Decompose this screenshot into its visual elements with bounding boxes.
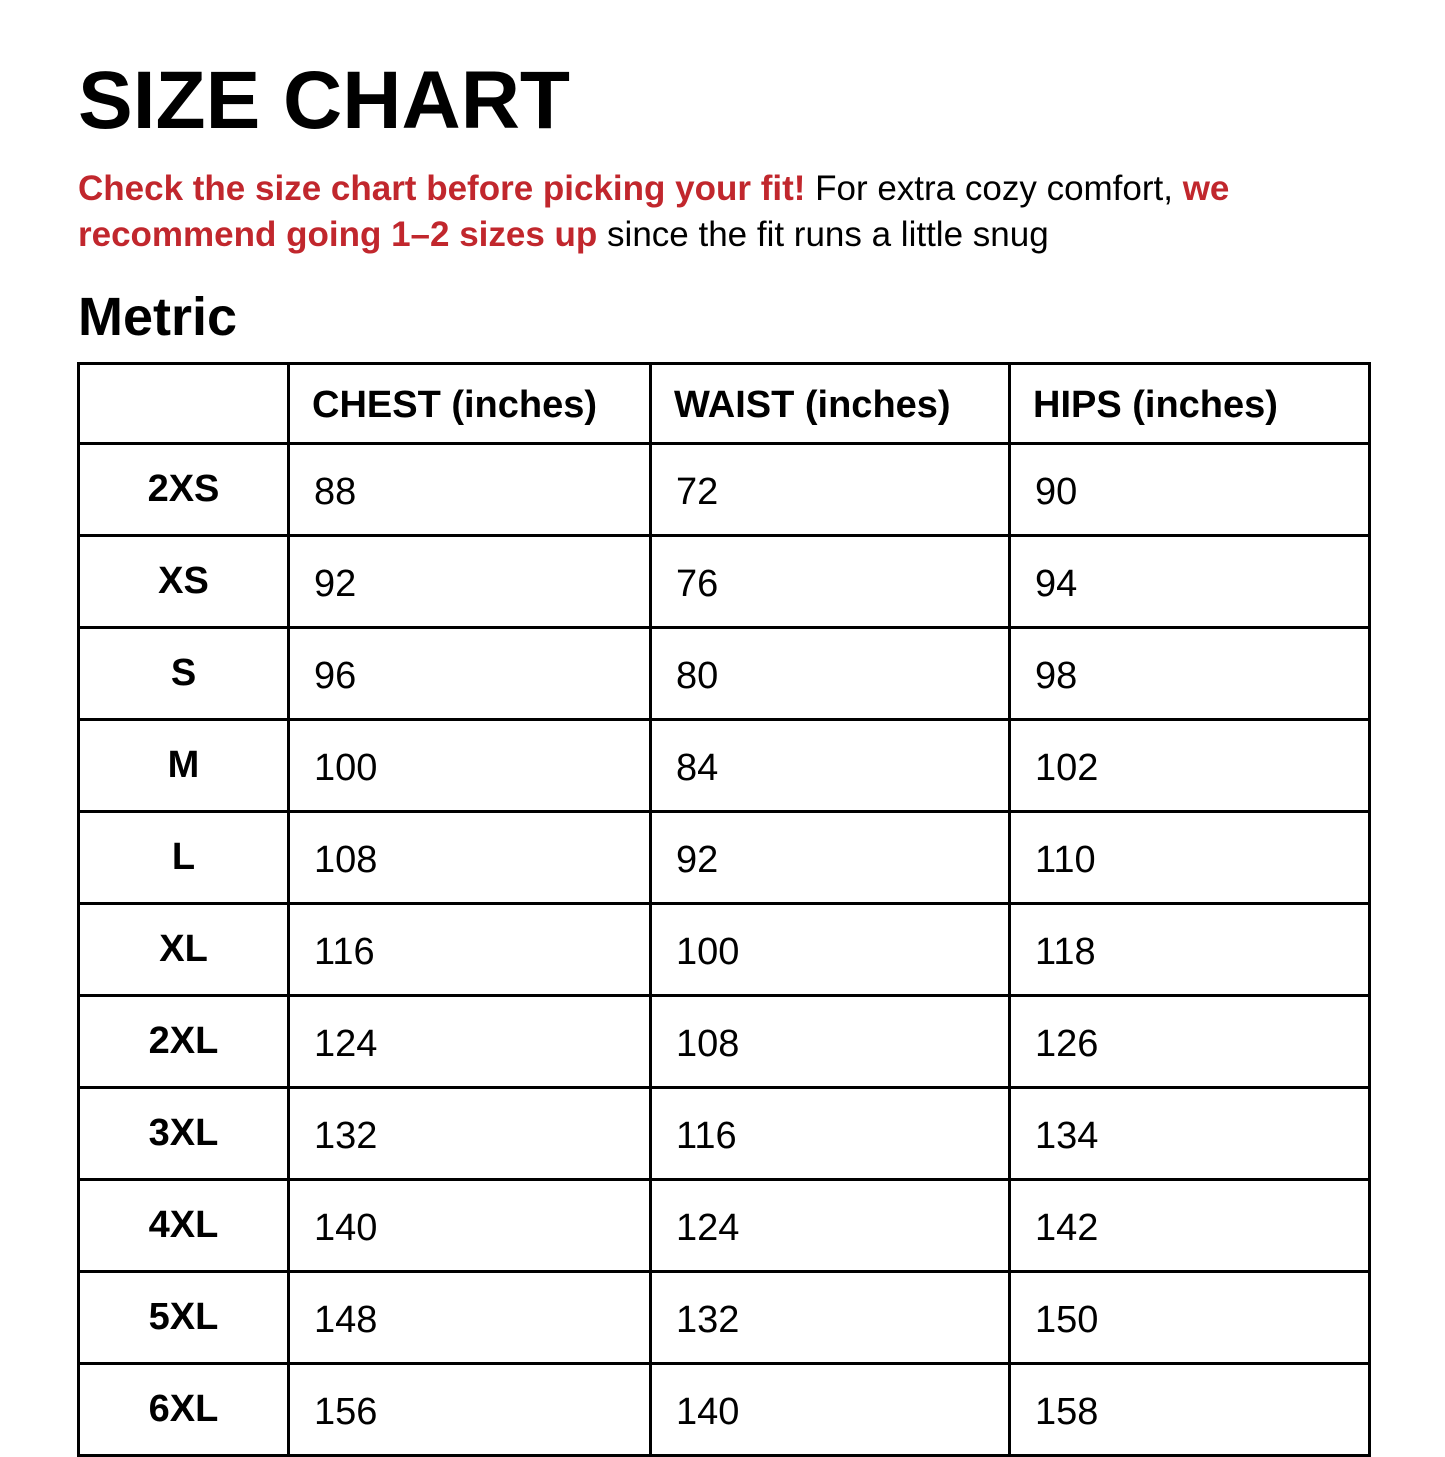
table-row (79, 1088, 1370, 1180)
hips-cell: 98 (1010, 628, 1370, 720)
intro-plain-comfort: For extra cozy comfort, (805, 169, 1183, 208)
table-row (79, 904, 1370, 996)
header-hips: HIPS (inches) (1010, 364, 1370, 444)
hips-cell: 90 (1010, 444, 1370, 536)
table-row (79, 1364, 1370, 1456)
chest-cell: 148 (289, 1272, 651, 1364)
chest-cell: 108 (289, 812, 651, 904)
section-title-metric: Metric (78, 287, 238, 347)
size-table (77, 362, 1371, 1457)
chest-cell: 96 (289, 628, 651, 720)
header-size (79, 364, 289, 444)
table-row (79, 1272, 1370, 1364)
header-waist: WAIST (inches) (651, 364, 1010, 444)
size-cell: L (79, 812, 289, 904)
chest-cell: 100 (289, 720, 651, 812)
intro-text (78, 166, 1378, 258)
chest-cell: 88 (289, 444, 651, 536)
waist-cell: 116 (651, 1088, 1010, 1180)
table-row (79, 628, 1370, 720)
table-row (79, 812, 1370, 904)
size-cell: 2XL (79, 996, 289, 1088)
waist-cell: 108 (651, 996, 1010, 1088)
hips-cell: 110 (1010, 812, 1370, 904)
waist-cell: 80 (651, 628, 1010, 720)
hips-cell: 94 (1010, 536, 1370, 628)
intro-highlight-recommend: we recommend going 1–2 sizes up (78, 169, 1230, 254)
hips-cell: 126 (1010, 996, 1370, 1088)
table-row (79, 720, 1370, 812)
waist-cell: 92 (651, 812, 1010, 904)
hips-cell: 118 (1010, 904, 1370, 996)
hips-cell: 134 (1010, 1088, 1370, 1180)
waist-cell: 132 (651, 1272, 1010, 1364)
table-row (79, 536, 1370, 628)
intro-plain-snug: since the fit runs a little snug (597, 215, 1049, 254)
chest-cell: 140 (289, 1180, 651, 1272)
intro-highlight-check: Check the size chart before picking your fit! (78, 169, 806, 208)
size-cell: S (79, 628, 289, 720)
waist-cell: 140 (651, 1364, 1010, 1456)
table-row (79, 444, 1370, 536)
table-row (79, 996, 1370, 1088)
chest-cell: 156 (289, 1364, 651, 1456)
page-title: SIZE CHART (78, 55, 570, 146)
size-cell: M (79, 720, 289, 812)
waist-cell: 72 (651, 444, 1010, 536)
chest-cell: 132 (289, 1088, 651, 1180)
size-cell: 3XL (79, 1088, 289, 1180)
waist-cell: 84 (651, 720, 1010, 812)
waist-cell: 100 (651, 904, 1010, 996)
table-row (79, 1180, 1370, 1272)
waist-cell: 76 (651, 536, 1010, 628)
size-cell: 5XL (79, 1272, 289, 1364)
hips-cell: 102 (1010, 720, 1370, 812)
header-chest: CHEST (inches) (289, 364, 651, 444)
hips-cell: 142 (1010, 1180, 1370, 1272)
size-cell: 6XL (79, 1364, 289, 1456)
size-cell: 4XL (79, 1180, 289, 1272)
chest-cell: 124 (289, 996, 651, 1088)
table-body (79, 444, 1370, 1456)
hips-cell: 150 (1010, 1272, 1370, 1364)
table-header-row (79, 364, 1370, 444)
chest-cell: 92 (289, 536, 651, 628)
size-cell: 2XS (79, 444, 289, 536)
size-cell: XL (79, 904, 289, 996)
waist-cell: 124 (651, 1180, 1010, 1272)
hips-cell: 158 (1010, 1364, 1370, 1456)
size-cell: XS (79, 536, 289, 628)
chest-cell: 116 (289, 904, 651, 996)
